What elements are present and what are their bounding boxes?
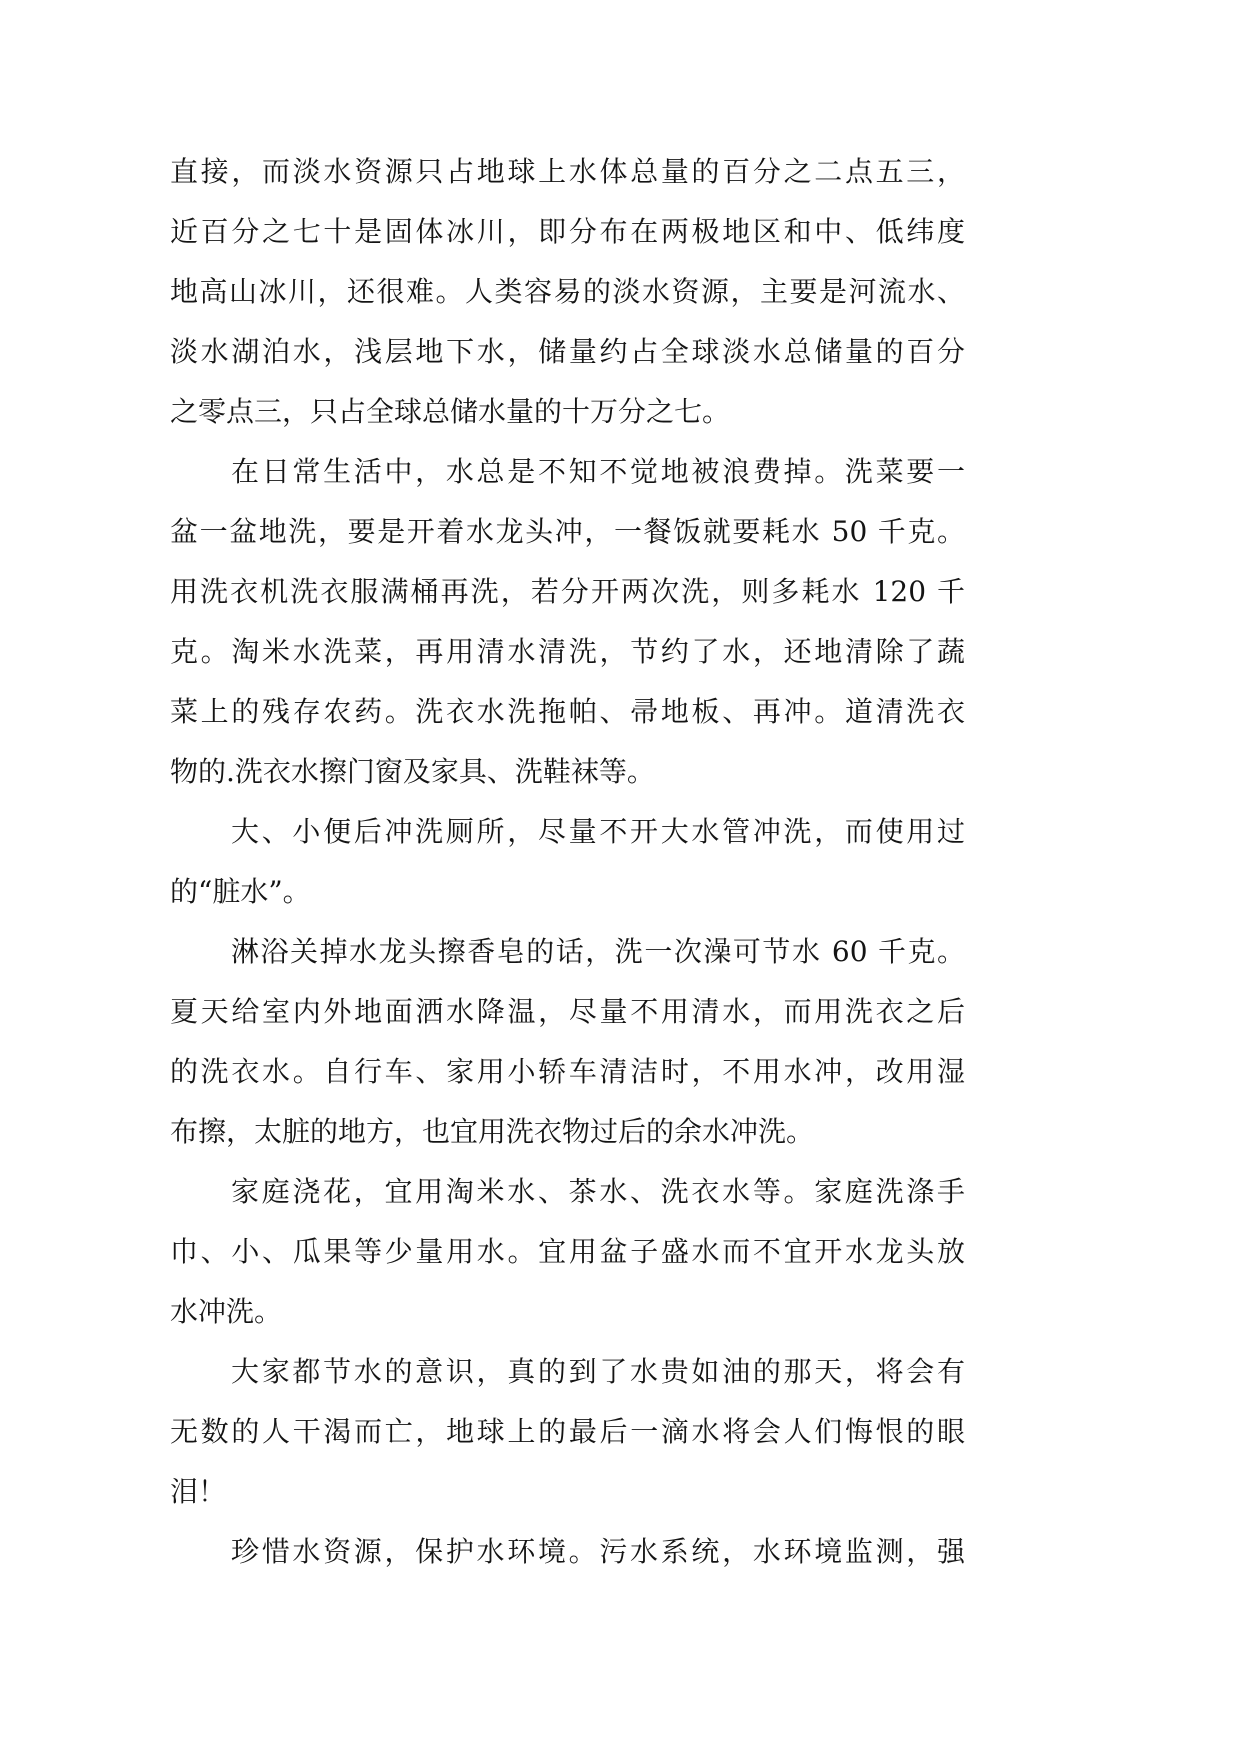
text-line: 水冲洗。	[170, 1295, 283, 1328]
text-line: 家庭浇花，宜用淘米水、茶水、洗衣水等。家庭洗涤手	[231, 1175, 965, 1208]
paragraph	[170, 922, 965, 1162]
text-line: 用洗衣机洗衣服满桶再洗，若分开两次洗，则多耗水 120 千	[170, 575, 965, 608]
text-line: 近百分之七十是固体冰川，即分布在两极地区和中、低纬度	[170, 215, 965, 248]
text-line: 的“脏水”。	[170, 875, 311, 908]
text-line: 直接，而淡水资源只占地球上水体总量的百分之二点五三，	[170, 155, 965, 188]
text-line: 大、小便后冲洗厕所，尽量不开大水管冲洗，而使用过	[231, 815, 965, 848]
text-line: 大家都节水的意识，真的到了水贵如油的那天，将会有	[231, 1355, 965, 1388]
paragraph	[170, 1342, 965, 1522]
text-line: 之零点三，只占全球总储水量的十万分之七。	[170, 395, 731, 428]
text-line: 淡水湖泊水，浅层地下水，储量约占全球淡水总储量的百分	[170, 335, 965, 368]
text-line: 夏天给室内外地面洒水降温，尽量不用清水，而用洗衣之后	[170, 995, 965, 1028]
text-line: 无数的人干渴而亡，地球上的最后一滴水将会人们悔恨的眼	[170, 1415, 965, 1448]
paragraph	[170, 1162, 965, 1342]
text-line: 菜上的残存农药。洗衣水洗拖帕、帚地板、再冲。道清洗衣	[170, 695, 965, 728]
text-line: 珍惜水资源，保护水环境。污水系统，水环境监测，强	[231, 1535, 965, 1568]
paragraph	[170, 802, 965, 922]
text-line: 物的.洗衣水擦门窗及家具、洗鞋袜等。	[170, 755, 655, 788]
paragraph	[170, 1522, 965, 1582]
text-line: 布擦，太脏的地方，也宜用洗衣物过后的余水冲洗。	[170, 1115, 815, 1148]
text-line: 淋浴关掉水龙头擦香皂的话，洗一次澡可节水 60 千克。	[231, 935, 965, 968]
body-text	[170, 142, 965, 1582]
text-line: 在日常生活中，水总是不知不觉地被浪费掉。洗菜要一	[231, 455, 965, 488]
text-line: 泪！	[170, 1475, 227, 1508]
text-line: 地高山冰川，还很难。人类容易的淡水资源，主要是河流水、	[170, 275, 965, 308]
text-line: 克。淘米水洗菜，再用清水清洗，节约了水，还地清除了蔬	[170, 635, 965, 668]
paragraph	[170, 442, 965, 802]
text-line: 盆一盆地洗，要是开着水龙头冲，一餐饭就要耗水 50 千克。	[170, 515, 965, 548]
text-line: 巾、小、瓜果等少量用水。宜用盆子盛水而不宜开水龙头放	[170, 1235, 965, 1268]
paragraph	[170, 142, 965, 442]
text-line: 的洗衣水。自行车、家用小轿车清洁时，不用水冲，改用湿	[170, 1055, 965, 1088]
